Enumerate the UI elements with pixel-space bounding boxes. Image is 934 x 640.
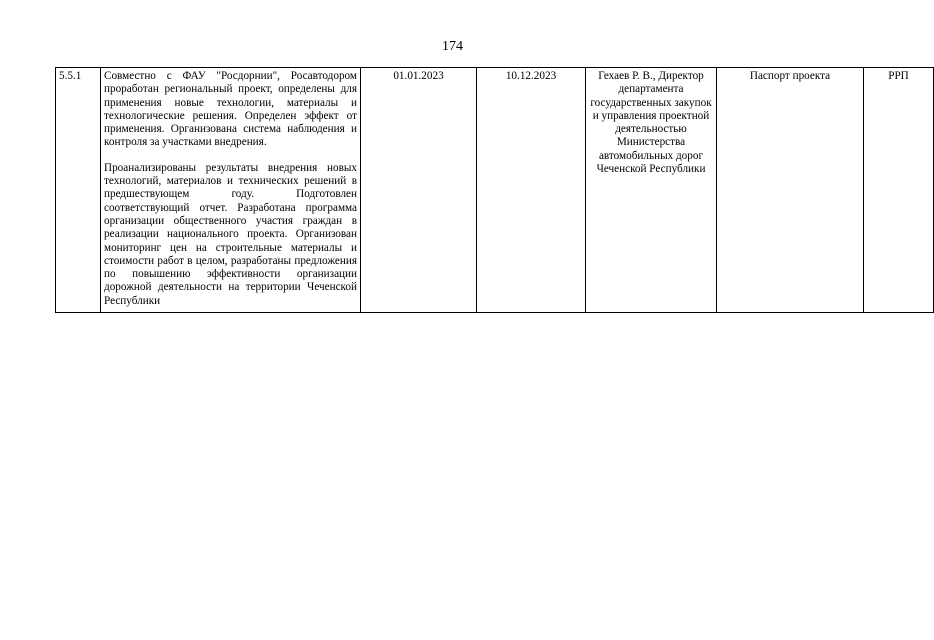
description-paragraph-2: Проанализированы результаты внедрения новых технологий, материалов и технических решений в предшествующем году. Подготовлен соответствующий отчет. Разработана программа организации общественного участия граждан в реализации национального проекта. Организован мониторинг цен на строительные материалы и стоимости работ в целом, разработаны предложения по повышению эффективности организации дорожной деятельности на территории Чеченской Республики — [104, 161, 357, 307]
description-cell — [101, 68, 361, 313]
responsible-person-cell: Гехаев Р. В., Директор департамента государственных закупок и управления проектной деятельностью Министерства автомобильных дорог Чеченской Республики — [586, 68, 717, 313]
plan-table — [55, 67, 934, 313]
document-type-cell: Паспорт проекта — [717, 68, 864, 313]
end-date-cell: 10.12.2023 — [477, 68, 586, 313]
table-row — [56, 68, 934, 313]
page-number: 174 — [442, 39, 463, 54]
start-date-cell: 01.01.2023 — [361, 68, 477, 313]
description-paragraph-1: Совместно с ФАУ "Росдорнии", Росавтодором проработан региональный проект, определены для применения новые технологии, материалы и технологические решения. Определен эффект от применения. Организована система наблюдения и контроля за участками внедрения. — [104, 70, 357, 149]
row-number-cell: 5.5.1 — [56, 68, 101, 313]
control-level-cell: РРП — [864, 68, 934, 313]
